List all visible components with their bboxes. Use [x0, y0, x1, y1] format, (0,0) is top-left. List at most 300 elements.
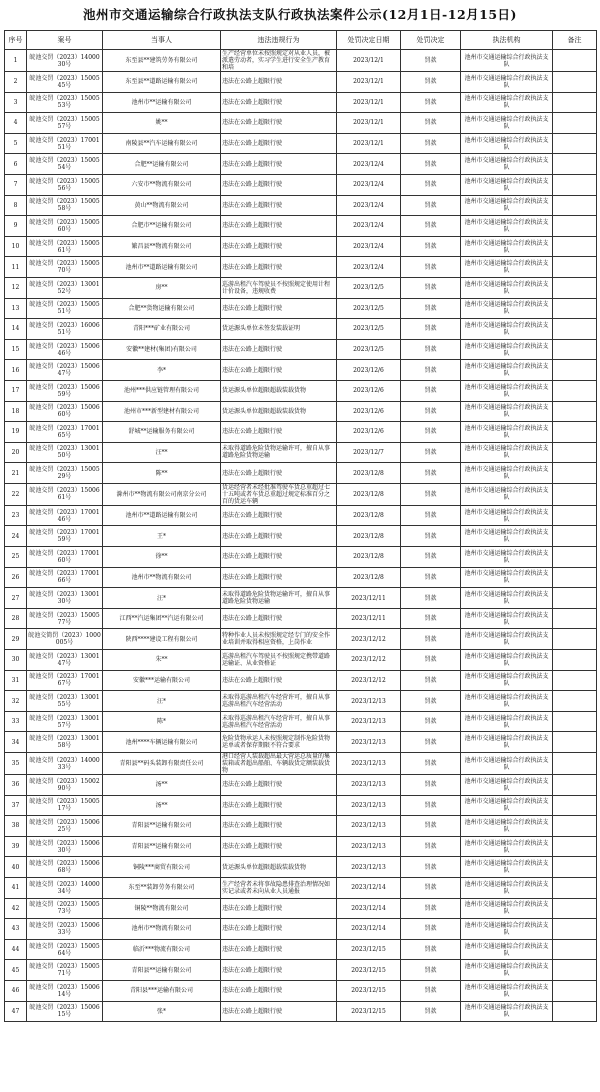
- table-row: [5, 567, 597, 588]
- cell-no: 34: [5, 732, 27, 753]
- cell-party: 汪*: [103, 588, 221, 609]
- cell-violation: 货运源头单位未签发装载证明: [221, 319, 337, 340]
- cell-case: 皖池交罚（2023）1500625号: [27, 816, 103, 837]
- cell-agency: 池州市交通运输综合行政执法支队: [461, 670, 553, 691]
- cell-violation: 违法在公路上超限行驶: [221, 836, 337, 857]
- cell-no: 21: [5, 463, 27, 484]
- cell-case: 皖池交罚（2023）1500529号: [27, 463, 103, 484]
- cell-no: 40: [5, 857, 27, 878]
- table-row: [5, 980, 597, 1001]
- cell-agency: 池州市交通运输综合行政执法支队: [461, 236, 553, 257]
- cell-violation: 货运源头单位超限超载装载货物: [221, 401, 337, 422]
- col-header-no: 序号: [5, 31, 27, 50]
- cell-party: 临沂***物流有限公司: [103, 939, 221, 960]
- cell-violation: 违法在公路上超限行驶: [221, 670, 337, 691]
- cell-agency: 池州市交通运输综合行政执法支队: [461, 401, 553, 422]
- cell-note: [553, 401, 597, 422]
- cell-decision: 罚款: [401, 711, 461, 732]
- cell-note: [553, 50, 597, 72]
- cell-date: 2023/12/4: [337, 195, 401, 216]
- cell-party: 池州****车辆运输有限公司: [103, 732, 221, 753]
- cell-date: 2023/12/7: [337, 442, 401, 463]
- cell-violation: 违法在公路上超限行驶: [221, 216, 337, 237]
- col-header-case: 案号: [27, 31, 103, 50]
- cell-party: 房**: [103, 277, 221, 298]
- cell-no: 20: [5, 442, 27, 463]
- cell-violation: 货运源头单位超限超载装载货物: [221, 380, 337, 401]
- cell-note: [553, 298, 597, 319]
- cell-party: 青阳***矿业有限公司: [103, 319, 221, 340]
- col-header-violation: 违法违规行为: [221, 31, 337, 50]
- cell-date: 2023/12/15: [337, 939, 401, 960]
- cell-note: [553, 711, 597, 732]
- cell-agency: 池州市交通运输综合行政执法支队: [461, 195, 553, 216]
- cell-case: 皖池交罚（2023）1400033号: [27, 753, 103, 775]
- table-row: [5, 526, 597, 547]
- cell-decision: 罚款: [401, 939, 461, 960]
- cell-violation: 违法在公路上超限行驶: [221, 567, 337, 588]
- cell-case: 皖池交罚（2023）1300158号: [27, 732, 103, 753]
- cell-no: 25: [5, 547, 27, 568]
- cell-agency: 池州市交通运输综合行政执法支队: [461, 216, 553, 237]
- cell-agency: 池州市交通运输综合行政执法支队: [461, 816, 553, 837]
- cell-party: 姚**: [103, 113, 221, 134]
- cell-case: 皖池交罚（2023）1500517号: [27, 795, 103, 816]
- cell-date: 2023/12/15: [337, 980, 401, 1001]
- cell-violation: 未取得巡游出租汽车经营许可，擅自从事巡游出租汽车经营活动: [221, 691, 337, 712]
- cell-no: 29: [5, 629, 27, 650]
- cell-party: 铜陵**物流有限公司: [103, 898, 221, 919]
- cell-decision: 罚款: [401, 319, 461, 340]
- cell-violation: 违法在公路上超限行驶: [221, 257, 337, 278]
- cell-case: 皖池交罚（2023）1500556号: [27, 174, 103, 195]
- cell-no: 37: [5, 795, 27, 816]
- col-header-decision: 处罚决定: [401, 31, 461, 50]
- cell-agency: 池州市交通运输综合行政执法支队: [461, 483, 553, 505]
- cell-party: 青阳县**运输有限公司: [103, 836, 221, 857]
- cell-no: 12: [5, 277, 27, 298]
- cell-date: 2023/12/8: [337, 463, 401, 484]
- table-row: [5, 753, 597, 775]
- cell-agency: 池州市交通运输综合行政执法支队: [461, 113, 553, 134]
- cell-case: 皖池交罚（2023）1500646号: [27, 339, 103, 360]
- cell-date: 2023/12/4: [337, 174, 401, 195]
- cell-note: [553, 816, 597, 837]
- cell-agency: 池州市交通运输综合行政执法支队: [461, 92, 553, 113]
- cell-no: 8: [5, 195, 27, 216]
- cell-date: 2023/12/4: [337, 154, 401, 175]
- cell-date: 2023/12/14: [337, 898, 401, 919]
- cell-party: 王*: [103, 526, 221, 547]
- cell-no: 13: [5, 298, 27, 319]
- cell-party: 池州***供应链管理有限公司: [103, 380, 221, 401]
- table-row: [5, 1001, 597, 1022]
- cell-case: 皖池交罚（2023）1500558号: [27, 195, 103, 216]
- cell-case: 皖池交罚（2023）1700165号: [27, 422, 103, 443]
- cell-note: [553, 195, 597, 216]
- cell-decision: 罚款: [401, 380, 461, 401]
- cell-decision: 罚款: [401, 775, 461, 796]
- cell-case: 皖池交罚（2023）1500571号: [27, 960, 103, 981]
- table-row: [5, 650, 597, 671]
- cell-party: 江西**汽运集团**汽运有限公司: [103, 608, 221, 629]
- cell-no: 24: [5, 526, 27, 547]
- cell-decision: 罚款: [401, 401, 461, 422]
- cell-case: 皖池交罚（2023）1500564号: [27, 939, 103, 960]
- cell-case: 皖池交罚（2023）1700146号: [27, 505, 103, 526]
- cell-date: 2023/12/5: [337, 339, 401, 360]
- cell-decision: 罚款: [401, 298, 461, 319]
- table-row: [5, 298, 597, 319]
- cell-case: 皖池交罚（2023）1300150号: [27, 442, 103, 463]
- cell-case: 皖池交罚（2023）1500659号: [27, 380, 103, 401]
- cell-violation: 违法在公路上超限行驶: [221, 360, 337, 381]
- cell-note: [553, 588, 597, 609]
- cell-date: 2023/12/1: [337, 50, 401, 72]
- cell-case: 皖池交罚（2023）1500290号: [27, 775, 103, 796]
- cell-agency: 池州市交通运输综合行政执法支队: [461, 980, 553, 1001]
- cell-agency: 池州市交通运输综合行政执法支队: [461, 608, 553, 629]
- cell-date: 2023/12/13: [337, 795, 401, 816]
- cell-decision: 罚款: [401, 195, 461, 216]
- cell-party: 舒城**运输服务有限公司: [103, 422, 221, 443]
- cell-agency: 池州市交通运输综合行政执法支队: [461, 463, 553, 484]
- cell-violation: 违法在公路上超限行驶: [221, 463, 337, 484]
- cell-date: 2023/12/13: [337, 753, 401, 775]
- cell-decision: 罚款: [401, 588, 461, 609]
- col-header-party: 当事人: [103, 31, 221, 50]
- cell-note: [553, 939, 597, 960]
- table-row: [5, 50, 597, 72]
- table-row: [5, 319, 597, 340]
- cell-agency: 池州市交通运输综合行政执法支队: [461, 422, 553, 443]
- cell-party: 汪**: [103, 442, 221, 463]
- cell-party: 朱**: [103, 650, 221, 671]
- cell-date: 2023/12/14: [337, 919, 401, 940]
- cell-note: [553, 629, 597, 650]
- cell-date: 2023/12/13: [337, 775, 401, 796]
- cell-agency: 池州市交通运输综合行政执法支队: [461, 836, 553, 857]
- cell-date: 2023/12/8: [337, 567, 401, 588]
- table-row: [5, 670, 597, 691]
- cell-note: [553, 857, 597, 878]
- cell-date: 2023/12/13: [337, 816, 401, 837]
- cell-case: 皖池交罚（2023）1700167号: [27, 670, 103, 691]
- cell-decision: 罚款: [401, 505, 461, 526]
- cell-decision: 罚款: [401, 1001, 461, 1022]
- cell-decision: 罚款: [401, 753, 461, 775]
- cell-decision: 罚款: [401, 816, 461, 837]
- cell-agency: 池州市交通运输综合行政执法支队: [461, 298, 553, 319]
- cell-note: [553, 483, 597, 505]
- cell-agency: 池州市交通运输综合行政执法支队: [461, 753, 553, 775]
- cell-note: [553, 277, 597, 298]
- cell-case: 皖池交罚（2023）1500557号: [27, 113, 103, 134]
- cell-case: 皖池交罚（2023）1500551号: [27, 298, 103, 319]
- cell-violation: 未取得道路危险货物运输许可，擅自从事道路危险货物运输: [221, 442, 337, 463]
- cell-case: 皖池交罚（2023）1400034号: [27, 877, 103, 898]
- cell-party: 合肥市**运输有限公司: [103, 216, 221, 237]
- table-row: [5, 816, 597, 837]
- cell-party: 池州市**物流有限公司: [103, 567, 221, 588]
- cell-no: 1: [5, 50, 27, 72]
- cell-party: 滁州市**物流有限公司南京分公司: [103, 483, 221, 505]
- cell-date: 2023/12/6: [337, 422, 401, 443]
- table-row: [5, 113, 597, 134]
- cell-decision: 罚款: [401, 339, 461, 360]
- cell-date: 2023/12/12: [337, 670, 401, 691]
- cell-party: 六安市**物流有限公司: [103, 174, 221, 195]
- cell-decision: 罚款: [401, 567, 461, 588]
- cell-violation: 违法在公路上超限行驶: [221, 72, 337, 93]
- cell-note: [553, 877, 597, 898]
- cell-note: [553, 339, 597, 360]
- cell-party: 陈**: [103, 463, 221, 484]
- cell-date: 2023/12/6: [337, 380, 401, 401]
- cell-date: 2023/12/6: [337, 360, 401, 381]
- cell-party: 徐**: [103, 547, 221, 568]
- cell-case: 皖池交罚（2023）1500545号: [27, 72, 103, 93]
- cell-violation: 特种作业人员未按照规定经专门的安全作业培训并取得相应资格，上岗作业: [221, 629, 337, 650]
- cell-case: 皖池交罚（2023）1500614号: [27, 980, 103, 1001]
- cell-no: 5: [5, 133, 27, 154]
- cell-no: 38: [5, 816, 27, 837]
- table-row: [5, 174, 597, 195]
- cell-agency: 池州市交通运输综合行政执法支队: [461, 795, 553, 816]
- cell-party: 合肥**运输有限公司: [103, 154, 221, 175]
- cell-decision: 罚款: [401, 919, 461, 940]
- cell-case: 皖池交罚（2023）1500630号: [27, 836, 103, 857]
- cell-note: [553, 360, 597, 381]
- table-row: [5, 877, 597, 898]
- cell-note: [553, 463, 597, 484]
- table-row: [5, 898, 597, 919]
- table-row: [5, 857, 597, 878]
- cell-date: 2023/12/8: [337, 483, 401, 505]
- cell-violation: 违法在公路上超限行驶: [221, 775, 337, 796]
- cell-agency: 池州市交通运输综合行政执法支队: [461, 711, 553, 732]
- cell-note: [553, 154, 597, 175]
- cell-case: 皖池交罚（2023）1700159号: [27, 526, 103, 547]
- table-row: [5, 939, 597, 960]
- cell-decision: 罚款: [401, 526, 461, 547]
- cell-note: [553, 1001, 597, 1022]
- cell-note: [553, 567, 597, 588]
- cell-party: 池州市**道路运输有限公司: [103, 257, 221, 278]
- cell-no: 14: [5, 319, 27, 340]
- cell-date: 2023/12/1: [337, 72, 401, 93]
- cell-agency: 池州市交通运输综合行政执法支队: [461, 442, 553, 463]
- cell-note: [553, 960, 597, 981]
- table-row: [5, 72, 597, 93]
- cell-agency: 池州市交通运输综合行政执法支队: [461, 50, 553, 72]
- cell-no: 2: [5, 72, 27, 93]
- cell-date: 2023/12/1: [337, 113, 401, 134]
- cell-decision: 罚款: [401, 442, 461, 463]
- table-row: [5, 195, 597, 216]
- cell-party: 汤**: [103, 795, 221, 816]
- cell-date: 2023/12/12: [337, 650, 401, 671]
- cell-party: 东至县**建筑劳务有限公司: [103, 50, 221, 72]
- table-row: [5, 775, 597, 796]
- cell-no: 30: [5, 650, 27, 671]
- cell-decision: 罚款: [401, 691, 461, 712]
- page-title: 池州市交通运输综合行政执法支队行政执法案件公示(12月1日-12月15日): [83, 7, 517, 22]
- cell-date: 2023/12/1: [337, 133, 401, 154]
- cell-date: 2023/12/13: [337, 691, 401, 712]
- cell-violation: 违法在公路上超限行驶: [221, 919, 337, 940]
- cell-no: 41: [5, 877, 27, 898]
- cell-violation: 违法在公路上超限行驶: [221, 608, 337, 629]
- table-row: [5, 608, 597, 629]
- cell-note: [553, 650, 597, 671]
- cell-agency: 池州市交通运输综合行政执法支队: [461, 939, 553, 960]
- cell-no: 44: [5, 939, 27, 960]
- cell-violation: 未取得道路危险货物运输许可，擅自从事道路危险货物运输: [221, 588, 337, 609]
- table-row: [5, 691, 597, 712]
- table-row: [5, 92, 597, 113]
- cell-no: 31: [5, 670, 27, 691]
- cell-note: [553, 670, 597, 691]
- cell-party: 黄山**物流有限公司: [103, 195, 221, 216]
- cell-date: 2023/12/8: [337, 526, 401, 547]
- cell-agency: 池州市交通运输综合行政执法支队: [461, 691, 553, 712]
- cell-note: [553, 691, 597, 712]
- cell-note: [553, 442, 597, 463]
- cell-no: 19: [5, 422, 27, 443]
- table-row: [5, 711, 597, 732]
- cell-no: 47: [5, 1001, 27, 1022]
- cell-decision: 罚款: [401, 960, 461, 981]
- cell-violation: 违法在公路上超限行驶: [221, 1001, 337, 1022]
- cell-note: [553, 795, 597, 816]
- cell-party: 繁昌县**物流有限公司: [103, 236, 221, 257]
- cell-agency: 池州市交通运输综合行政执法支队: [461, 319, 553, 340]
- table-row: [5, 133, 597, 154]
- cell-violation: 未取得巡游出租汽车经营许可，擅自从事巡游出租汽车经营活动: [221, 711, 337, 732]
- table-row: [5, 339, 597, 360]
- cell-date: 2023/12/4: [337, 216, 401, 237]
- cell-decision: 罚款: [401, 483, 461, 505]
- cell-no: 15: [5, 339, 27, 360]
- cell-date: 2023/12/4: [337, 257, 401, 278]
- cell-agency: 池州市交通运输综合行政执法支队: [461, 629, 553, 650]
- cell-violation: 违法在公路上超限行驶: [221, 195, 337, 216]
- cell-agency: 池州市交通运输综合行政执法支队: [461, 960, 553, 981]
- table-row: [5, 960, 597, 981]
- cell-agency: 池州市交通运输综合行政执法支队: [461, 257, 553, 278]
- cell-no: 16: [5, 360, 27, 381]
- cell-note: [553, 753, 597, 775]
- cell-decision: 罚款: [401, 277, 461, 298]
- col-header-note: 备注: [553, 31, 597, 50]
- cell-note: [553, 319, 597, 340]
- cell-decision: 罚款: [401, 732, 461, 753]
- cell-violation: 违法在公路上超限行驶: [221, 133, 337, 154]
- cell-decision: 罚款: [401, 547, 461, 568]
- cell-decision: 罚款: [401, 113, 461, 134]
- cell-no: 11: [5, 257, 27, 278]
- cell-party: 安徽**建材(集团)有限公司: [103, 339, 221, 360]
- cell-party: 张*: [103, 1001, 221, 1022]
- cell-note: [553, 380, 597, 401]
- cell-no: 33: [5, 711, 27, 732]
- col-header-date: 处罚决定日期: [337, 31, 401, 50]
- cell-date: 2023/12/1: [337, 92, 401, 113]
- cell-decision: 罚款: [401, 154, 461, 175]
- cell-note: [553, 216, 597, 237]
- cell-no: 27: [5, 588, 27, 609]
- cell-case: 皖池交罚（2023）1700151号: [27, 133, 103, 154]
- cell-agency: 池州市交通运输综合行政执法支队: [461, 919, 553, 940]
- cell-decision: 罚款: [401, 216, 461, 237]
- cell-decision: 罚款: [401, 629, 461, 650]
- cell-decision: 罚款: [401, 50, 461, 72]
- cell-case: 皖池交罚（2023）1500570号: [27, 257, 103, 278]
- cell-no: 26: [5, 567, 27, 588]
- cell-no: 7: [5, 174, 27, 195]
- cell-party: 池州市**物流有限公司: [103, 919, 221, 940]
- cell-date: 2023/12/5: [337, 277, 401, 298]
- cell-party: 东至**装卸劳务有限公司: [103, 877, 221, 898]
- cell-decision: 罚款: [401, 236, 461, 257]
- table-row: [5, 629, 597, 650]
- cell-violation: 违法在公路上超限行驶: [221, 174, 337, 195]
- table-row: [5, 257, 597, 278]
- cell-case: 皖池交罚（2023）1500560号: [27, 216, 103, 237]
- cell-violation: 违法在公路上超限行驶: [221, 526, 337, 547]
- cell-date: 2023/12/13: [337, 732, 401, 753]
- cell-note: [553, 836, 597, 857]
- cell-violation: 违法在公路上超限行驶: [221, 92, 337, 113]
- cell-decision: 罚款: [401, 133, 461, 154]
- cell-violation: 巡游出租汽车驾驶员不按照规定使用计程计价设备，违规收费: [221, 277, 337, 298]
- cell-agency: 池州市交通运输综合行政执法支队: [461, 72, 553, 93]
- cell-decision: 罚款: [401, 422, 461, 443]
- cell-agency: 池州市交通运输综合行政执法支队: [461, 360, 553, 381]
- cell-agency: 池州市交通运输综合行政执法支队: [461, 339, 553, 360]
- cell-party: 青阳县**运输有限公司: [103, 816, 221, 837]
- cell-decision: 罚款: [401, 257, 461, 278]
- cell-case: 皖池交罚（2023）1300147号: [27, 650, 103, 671]
- cell-party: 南陵县**汽车运输有限公司: [103, 133, 221, 154]
- cell-party: 青阳县***运输有限公司: [103, 980, 221, 1001]
- cell-note: [553, 92, 597, 113]
- cell-violation: 货运经营者未经批准驾驶车货总重超过七十五吨或者车货总重超过规定标准百分之百的货运车辆: [221, 483, 337, 505]
- cell-party: 池州市**道路运输有限公司: [103, 505, 221, 526]
- cell-decision: 罚款: [401, 72, 461, 93]
- cell-decision: 罚款: [401, 670, 461, 691]
- cell-party: 李*: [103, 360, 221, 381]
- cell-violation: 违法在公路上超限行驶: [221, 898, 337, 919]
- cell-date: 2023/12/13: [337, 857, 401, 878]
- cell-no: 3: [5, 92, 27, 113]
- cell-note: [553, 505, 597, 526]
- cell-case: 皖池交罚（2023）1400030号: [27, 50, 103, 72]
- cell-violation: 危险货物承运人未按照规定制作危险货物运单或者保存期限不符合要求: [221, 732, 337, 753]
- cell-no: 46: [5, 980, 27, 1001]
- cell-note: [553, 422, 597, 443]
- cell-agency: 池州市交通运输综合行政执法支队: [461, 775, 553, 796]
- table-row: [5, 547, 597, 568]
- cell-note: [553, 547, 597, 568]
- cell-date: 2023/12/13: [337, 836, 401, 857]
- cell-party: 合肥**货物运输有限公司: [103, 298, 221, 319]
- cell-no: 23: [5, 505, 27, 526]
- table-row: [5, 732, 597, 753]
- cell-date: 2023/12/4: [337, 236, 401, 257]
- cell-date: 2023/12/15: [337, 960, 401, 981]
